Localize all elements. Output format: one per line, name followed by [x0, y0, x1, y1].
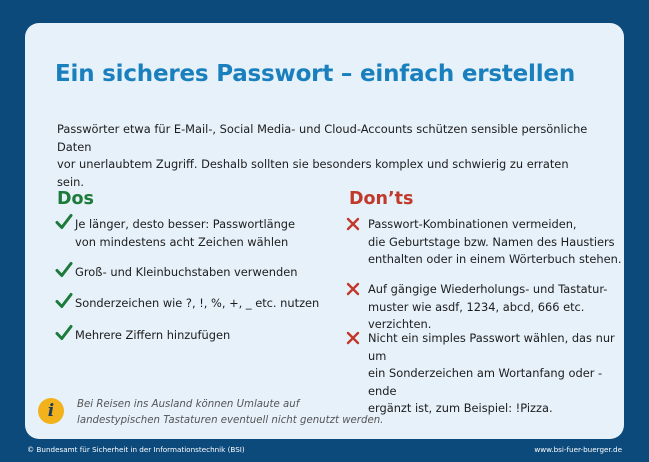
intro-line: Passwörter etwa für E-Mail-, Social Media- und Cloud-Accounts schützen sensible persönliche Daten [57, 122, 588, 154]
info-line: Bei Reisen ins Ausland können Umlaute auf [77, 399, 300, 410]
text-line: die Geburtstage bzw. Namen des Haustiers [368, 234, 615, 249]
check-icon [55, 261, 73, 279]
dos-item [55, 216, 295, 251]
info-card [25, 23, 624, 439]
check-icon [55, 324, 73, 342]
check-icon [55, 292, 73, 310]
donts-item [346, 281, 626, 334]
donts-item-text [368, 281, 626, 334]
intro-line: vor unerlaubtem Zugriff. Deshalb sollten sie besonders komplex und schwierig zu erraten sein. [57, 157, 569, 189]
footer-url[interactable]: www.bsi-fuer-buerger.de [534, 445, 622, 454]
text-line: enthalten oder in einem Wörterbuch stehen. [368, 252, 622, 266]
cross-icon [346, 331, 360, 345]
text-line: ergänzt ist, zum Beispiel: !Pizza. [368, 401, 553, 415]
text-line: Groß- und Kleinbuchstaben verwenden [75, 265, 298, 279]
dos-item-text [75, 264, 297, 282]
info-text [77, 397, 577, 428]
info-icon: i [38, 398, 64, 424]
cross-icon [346, 217, 360, 231]
text-line: Je länger, desto besser: Passwortlänge [75, 217, 296, 231]
dos-item-text [75, 327, 230, 345]
dos-item [55, 295, 319, 313]
dos-heading: Dos [57, 189, 94, 209]
text-line: Mehrere Ziffern hinzufügen [75, 328, 231, 342]
dos-item-text [75, 295, 319, 313]
page-title: Ein sicheres Passwort – einfach erstellen [55, 61, 576, 87]
cross-icon [346, 282, 360, 296]
text-line: muster wie asdf, 1234, abcd, 666 etc. verzichten. [368, 299, 585, 331]
intro-paragraph [57, 121, 597, 191]
dos-item [55, 264, 297, 282]
text-line: Auf gängige Wiederholungs- und Tastatur- [368, 282, 608, 296]
text-line: von mindestens acht Zeichen wählen [75, 234, 289, 249]
footer-copyright: © Bundesamt für Sicherheit in der Informationstechnik (BSI) [27, 445, 245, 454]
text-line: Nicht ein simples Passwort wählen, das nur um [368, 331, 615, 363]
donts-heading: Don’ts [349, 189, 414, 209]
donts-item [346, 216, 621, 269]
check-icon [55, 213, 73, 231]
donts-item-text [368, 216, 621, 269]
dos-item [55, 327, 230, 345]
text-line: Sonderzeichen wie ?, !, %, +, _ etc. nutzen [75, 296, 320, 310]
dos-item-text [75, 216, 295, 251]
info-line: landestypischen Tastaturen eventuell nicht genutzt werden. [77, 414, 384, 426]
text-line: ein Sonderzeichen am Wortanfang oder -ende [368, 366, 603, 398]
text-line: Passwort-Kombinationen vermeiden, [368, 217, 577, 231]
